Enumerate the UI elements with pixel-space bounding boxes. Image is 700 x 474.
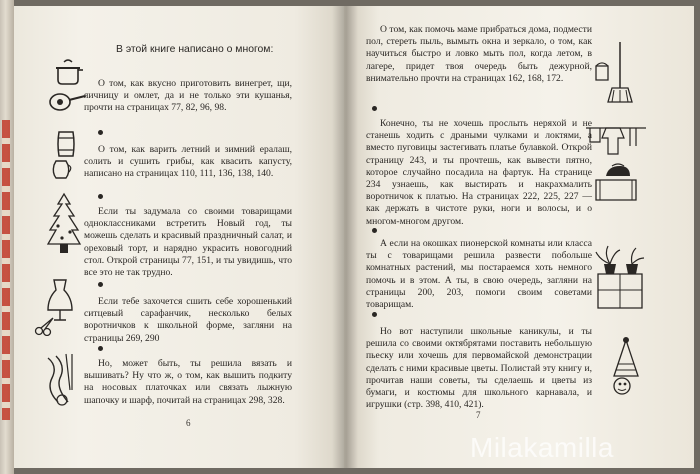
- right-page: [344, 6, 694, 468]
- page-number: 7: [476, 410, 481, 420]
- bullet-marker: [98, 130, 103, 135]
- paragraph-housework: О том, как помочь маме прибраться дома, подмести пол, стереть пыль, вымыть окна и зеркало, о том, как научиться быстро и ловко мыть пол, когда летом, в лагере, придет твоя очередь быть дежурной, внимательно прочти на страницах 162, 168, 172.: [366, 24, 592, 84]
- paragraph-new-year: Если ты задумала со своими товарищами одноклассниками встретить Новый год, ты можешь сделать и красивый праздничный салат, и ореховый торт, и нарядно украсить новогодний стол. Открой страницы 77, 151, и ты увидишь, что все это не так трудно.: [84, 206, 292, 279]
- scissors-icon: [34, 316, 56, 336]
- bullet-marker: [98, 194, 103, 199]
- bullet-marker: [372, 106, 377, 111]
- paragraph-knitting: Но, может быть, ты решила вязать и вышивать? Ну что ж, о том, как вышить подкиту на носовых платочках или связать лыжную шапочку и шарф, почитай на страницах 298, 328.: [84, 358, 292, 406]
- frying-pan-icon: [48, 92, 88, 112]
- left-page: [14, 6, 344, 468]
- paragraph-sewing: Если тебе захочется сшить себе хорошенький ситцевый сарафанчик, несколько белых воротничков к школьной форме, загляни на страницы 269, 290: [84, 296, 292, 344]
- jug-icon: [50, 158, 74, 180]
- bullet-marker: [372, 312, 377, 317]
- laundry-line-icon: [584, 124, 648, 158]
- broom-icon: [594, 40, 634, 106]
- watermark: Milakamilla: [470, 432, 614, 463]
- page-heading: В этой книге написано о многом:: [116, 44, 274, 55]
- barrel-icon: [56, 130, 76, 158]
- knitting-icon: [42, 352, 78, 406]
- bullet-marker: [98, 282, 103, 287]
- paragraph-plants: А если на окошках пионерской комнаты или класса ты с товарищами решила развести побольше комнатных растений, мы постараемся хоть немного помочь и в этом. А ты, в свою очередь, загляни на страницы 200, 203, помоги своим советами товарищам.: [366, 238, 592, 311]
- page-number: 6: [186, 418, 191, 428]
- paragraph-hygiene: Конечно, ты не хочешь прослыть неряхой и не станешь ходить с драными чулками и локтями, а вместо пуговицы застегивать платье булавкой. Открой страницу 243, и ты прочтешь, как вывести пятно, которое случайно посадила на фартук. На странице 234 узнаешь, как выстирать и накрахмалить воротничок к платью. На страницах 222, 225, 227 — как держать в чистоте руки, ноги и волосы, и о многом-многом другом.: [366, 118, 592, 227]
- party-hat-icon: [606, 336, 646, 398]
- paragraph-preserves: О том, как варить летний и зимний ералаш, солить и сушить грибы, как квасить капусту, написано на страницах 110, 111, 136, 138, 140.: [84, 144, 292, 180]
- christmas-tree-icon: [42, 192, 86, 256]
- cover-pattern-strip: [2, 120, 10, 420]
- bullet-marker: [372, 228, 377, 233]
- paragraph-recipes: О том, как вкусно приготовить винегрет, щи, яичницу и омлет, да и не только эти кушанья, прочти на страницах 77, 82, 96, 98.: [84, 78, 292, 114]
- pot-icon: [54, 58, 84, 86]
- flower-pot-icon: [592, 240, 648, 310]
- paragraph-holidays: Но вот наступили школьные каникулы, и ты решила со своими октябрятами поставить небольшую пьеску или хочешь для первомайской демонстрации сделать с ними красивые цветы. Полистай эту книгу и, прочитав наши советы, ты сделаешь и цветы из бумаги, и костюмы для школьного карнавала, и игрушки (стр. 398, 410, 421).: [366, 326, 592, 411]
- iron-icon: [592, 162, 644, 204]
- bullet-marker: [98, 346, 103, 351]
